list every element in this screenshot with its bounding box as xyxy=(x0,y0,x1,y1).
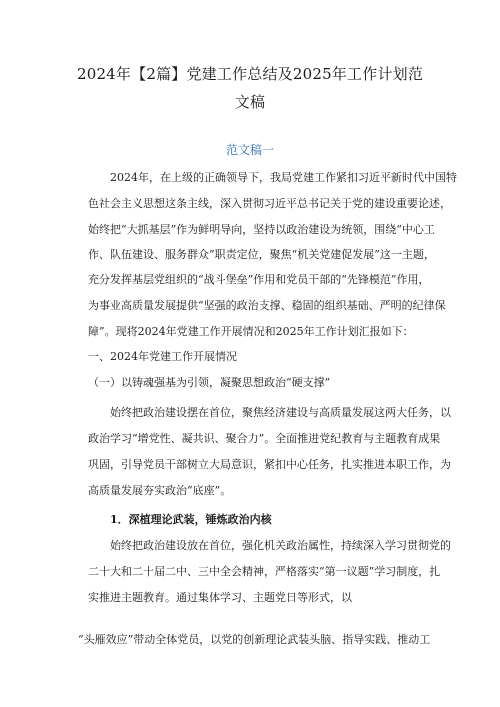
paragraph-line: 巩固，引导党员干部树立大局意识，紧扣中心任务，扎实推进本职工作，为 xyxy=(88,458,451,471)
document-title-line-2: 文稿 xyxy=(234,93,266,111)
subsection-heading: （一）以铸魂强基为引领，凝聚思想政治“硬支撑” xyxy=(88,376,331,389)
paragraph-line: 为事业高质量发展提供“坚强的政治支撑、稳固的组织基础、严明的纪律保 xyxy=(88,299,446,312)
paragraph-line: 实推进主题教育。通过集体学习、主题党日等形式，以 xyxy=(88,591,352,604)
paragraph-line: 始终把政治建设放在首位，强化机关政治属性，持续深入学习贯彻党的 xyxy=(110,539,451,552)
paragraph-line: 作、队伍建设、服务群众”职责定位，聚焦“机关党建促发展”这一主题， xyxy=(88,248,435,261)
paragraph-line: 政治学习“增党性、凝共识、聚合力”。全面推进党纪教育与主题教育成果 xyxy=(88,432,441,445)
document-title-line-1: 2024年【2篇】党建工作总结及2025年工作计划范 xyxy=(76,65,424,83)
paragraph-line: 障”。现将2024年党建工作开展情况和2025年工作计划汇报如下： xyxy=(88,325,414,338)
paragraph-line: 2024年，在上级的正确领导下，我局党建工作紧扣习近平新时代中国特 xyxy=(110,171,457,184)
numbered-heading: 1．深植理论武装，锤炼政治内核 xyxy=(110,513,272,526)
paragraph-line: 色社会主义思想这条主线，深入贯彻习近平总书记关于党的建设重要论述， xyxy=(88,197,451,210)
section-heading xyxy=(88,347,432,367)
paragraph-line: 始终把“大抓基层”作为鲜明导向，坚持以政治建设为统领，围绕“中心工 xyxy=(88,223,435,236)
paragraph-line: 充分发挥基层党组织的“战斗堡垒”作用和党员干部的“先锋模范”作用， xyxy=(88,273,430,286)
paragraph-line: “头雁效应”带动全体党员，以党的创新理论武装头脑、指导实践、推动工 xyxy=(78,633,431,646)
section-heading-text: 一、2024年党建工作开展情况 xyxy=(88,350,237,363)
section-label: 范文稿一 xyxy=(225,143,274,157)
paragraph-line: 高质量发展夯实政治“底座”。 xyxy=(88,484,232,497)
paragraph-line: 二十大和二十届二中、三中全会精神，严格落实“第一议题”学习制度，扎 xyxy=(88,565,441,578)
paragraph-line: 始终把政治建设摆在首位，聚焦经济建设与高质量发展这两大任务，以 xyxy=(110,406,451,419)
